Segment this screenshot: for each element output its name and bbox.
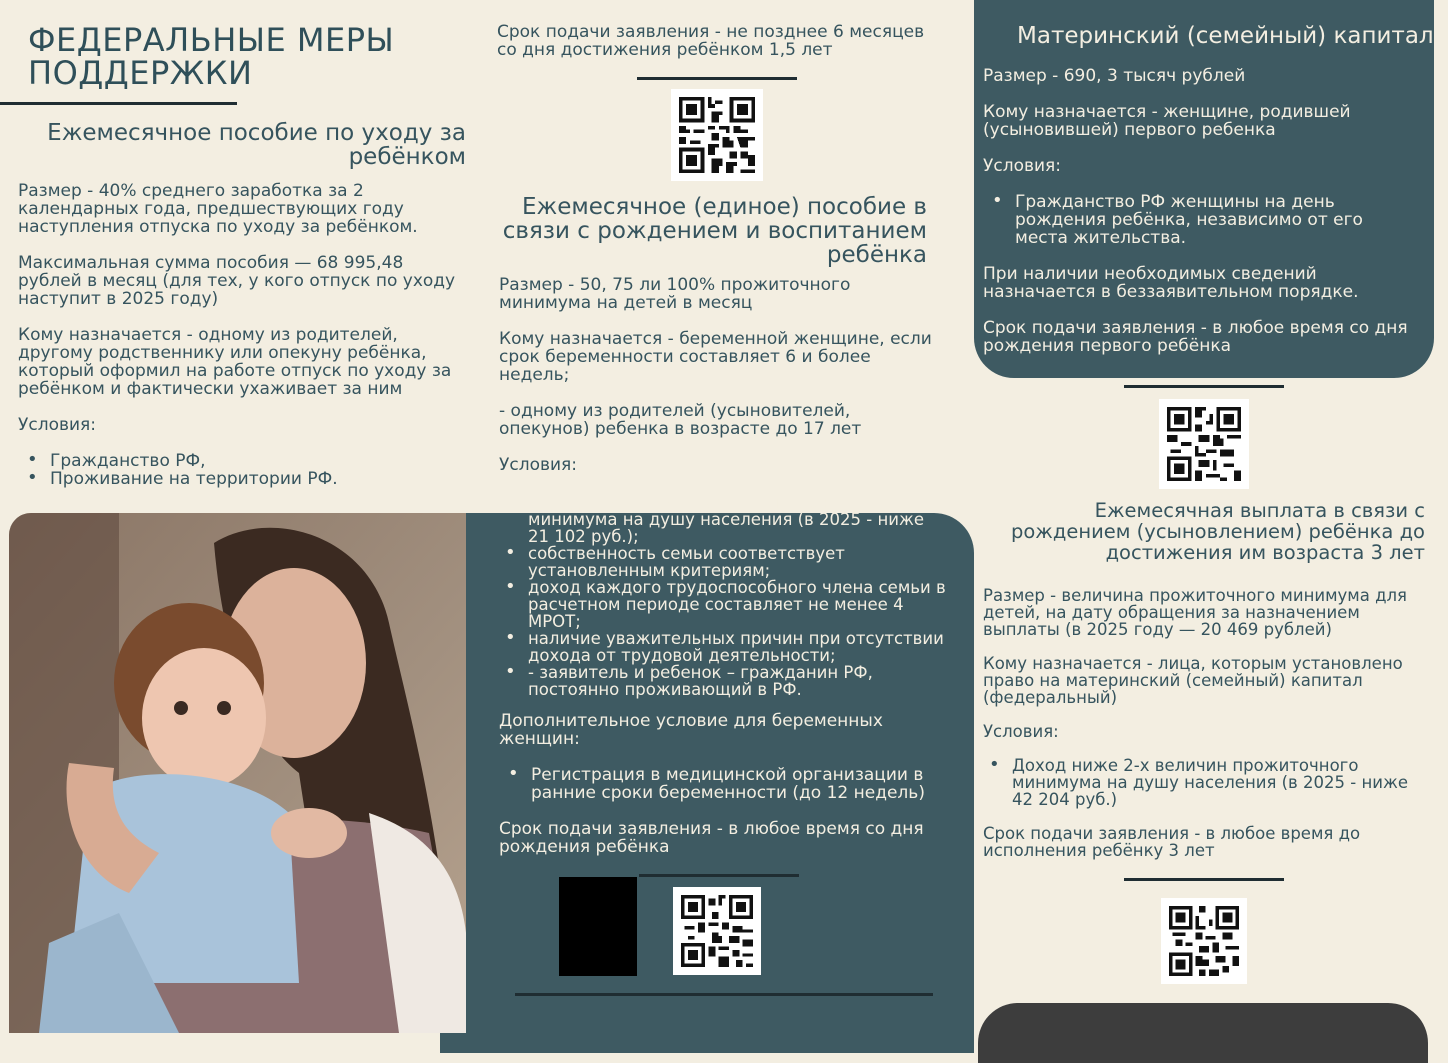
- monthly3-conditions-label: Условия:: [983, 722, 1059, 741]
- care-condition-item: • Гражданство РФ,: [50, 452, 458, 470]
- qr-code-care: [671, 89, 763, 181]
- unified-extra-list: [499, 766, 949, 802]
- unified-heading: Ежемесячное (единое) пособие в связи с рождением и воспитанием ребёнка: [502, 194, 927, 268]
- divider: [1124, 385, 1284, 388]
- care-heading: Ежемесячное пособие по уходу за ребёнком: [47, 120, 466, 170]
- unified-extra-label: Дополнительное условие для беременных женщин:: [499, 711, 883, 749]
- capital-heading: Материнский (семейный) капитал: [1017, 23, 1434, 49]
- capital-auto: При наличии необходимых сведений назначается в беззаявительном порядке.: [983, 264, 1359, 302]
- unified-condition-first: доход семьи ниже величины прожиточного минимума на душу населения (в 2025 - ниже 21 102 руб.);: [528, 493, 924, 546]
- capital-conditions-list: [983, 193, 1413, 247]
- unified-condition-item: • доход каждого трудоспособного члена семьи в расчетном периоде составляет не менее 4 МРОТ;: [528, 579, 946, 630]
- unified-who-2: - одному из родителей (усыновителей, опекунов) ребенка в возрасте до 17 лет: [499, 401, 862, 439]
- capital-size: Размер - 690, 3 тысяч рублей: [983, 66, 1246, 86]
- monthly3-who: Кому назначается - лица, которым установлено право на материнский (семейный) капитал (федеральный): [983, 654, 1403, 707]
- unified-condition-item: • - заявитель и ребенок – гражданин РФ, постоянно проживающий в РФ.: [528, 664, 946, 698]
- page-title: [28, 21, 395, 92]
- care-max: Максимальная сумма пособия — 68 995,48 рублей в месяц (для тех, у кого отпуск по уходу наступит в 2025 году): [18, 253, 456, 309]
- monthly3-deadline: Срок подачи заявления - в любое время до исполнения ребёнку 3 лет: [983, 824, 1361, 860]
- qr-code-monthly3: [1161, 898, 1247, 984]
- unified-condition-item: • собственность семьи соответствует установленным критериям;: [528, 545, 946, 579]
- capital-body: [983, 67, 1413, 355]
- care-condition-item: • Проживание на территории РФ.: [50, 470, 458, 488]
- unified-conditions: [528, 494, 946, 698]
- capital-conditions-label: Условия:: [983, 156, 1061, 176]
- unified-who-1: Кому назначается - беременной женщине, если срок беременности составляет 6 и более недель;: [499, 329, 932, 385]
- qr-code-capital: [1159, 399, 1249, 489]
- capital-deadline: Срок подачи заявления - в любое время со дня рождения первого ребёнка: [983, 318, 1408, 356]
- care-body: [18, 182, 458, 488]
- monthly3-condition-item: • Доход ниже 2-х величин прожиточного минимума на душу населения (в 2025 - ниже 42 204 руб.): [1012, 757, 1411, 808]
- qr-pattern: [681, 895, 753, 967]
- monthly3-heading: Ежемесячная выплата в связи с рождением (усыновлением) ребёнка до достижения им возраста 3 лет: [1010, 499, 1425, 564]
- photo-illustration: [9, 513, 466, 1033]
- unified-deadline: Срок подачи заявления - в любое время со дня рождения ребёнка: [499, 819, 924, 857]
- capital-who: Кому назначается - женщине, родившей (усыновившей) первого ребенка: [983, 102, 1351, 140]
- monthly3-body: [983, 587, 1411, 859]
- monthly3-conditions-list: [983, 757, 1411, 808]
- mother-child-photo: [9, 513, 466, 1033]
- divider: [1124, 878, 1284, 881]
- unified-extra: [499, 712, 949, 856]
- redacted-block: [559, 877, 637, 976]
- qr-code-unified: [673, 887, 761, 975]
- care-conditions-label: Условия:: [18, 415, 96, 435]
- qr-pattern: [1169, 906, 1239, 976]
- next-panel: [978, 1003, 1428, 1063]
- care-who: Кому назначается - одному из родителей, другому родственнику или опекуну ребёнка, который оформил на работе отпуск по уходу за ребёнком и фактически ухаживает за ним: [18, 325, 452, 399]
- qr-pattern: [1167, 407, 1241, 481]
- title-line-2: ПОДДЕРЖКИ: [28, 54, 253, 92]
- divider: [515, 993, 933, 996]
- unified-conditions-label: Условия:: [499, 455, 577, 475]
- qr-pattern: [679, 97, 755, 173]
- care-conditions-list: [18, 452, 458, 488]
- unified-body: [499, 276, 935, 474]
- title-line-1: ФЕДЕРАЛЬНЫЕ МЕРЫ: [28, 21, 395, 59]
- unified-size: Размер - 50, 75 ли 100% прожиточного минимума на детей в месяц: [499, 275, 851, 313]
- capital-condition-item: • Гражданство РФ женщины на день рождения ребёнка, независимо от его места жительства.: [1015, 193, 1413, 247]
- title-underline: [0, 102, 237, 105]
- divider: [639, 874, 799, 877]
- divider: [637, 77, 797, 80]
- care-size: Размер - 40% среднего заработка за 2 календарных года, предшествующих году наступления отпуска по уходу за ребёнком.: [18, 181, 418, 237]
- care-deadline: Срок подачи заявления - не позднее 6 месяцев со дня достижения ребёнком 1,5 лет: [497, 22, 925, 60]
- unified-extra-item: • Регистрация в медицинской организации в ранние сроки беременности (до 12 недель): [531, 766, 949, 802]
- unified-conditions-list: [528, 545, 946, 698]
- monthly3-size: Размер - величина прожиточного минимума для детей, на дату обращения за назначением выплаты (в 2025 году — 20 469 рублей): [983, 586, 1407, 639]
- unified-condition-item: • наличие уважительных причин при отсутствии дохода от трудовой деятельности;: [528, 630, 946, 664]
